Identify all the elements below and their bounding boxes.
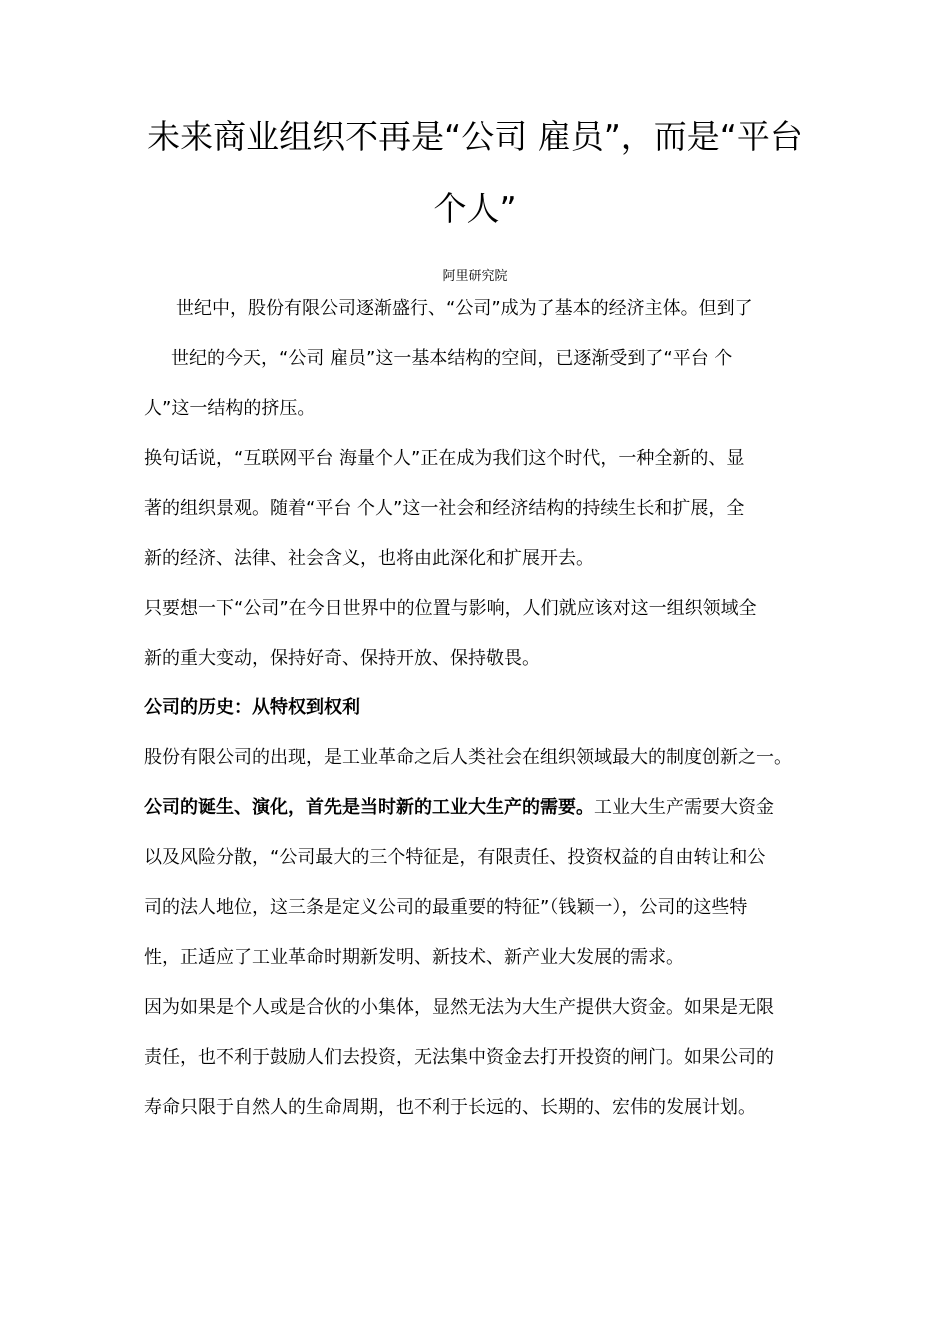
paragraph-2-line-3: 新的经济、法律、社会含义，也将由此深化和扩展开去。 [144, 548, 594, 569]
paragraph-5-line-3: 司的法人地位，这三条是定义公司的最重要的特征”（钱颖一），公司的这些特 [144, 897, 748, 918]
paragraph-1-line-3: 人”这一结构的挤压。 [144, 398, 316, 419]
paragraph-5-line-1 [144, 795, 774, 821]
paragraph-5-line-1-rest: 工业大生产需要大资金 [594, 797, 774, 818]
paragraph-4-line-1: 股份有限公司的出现，是工业革命之后人类社会在组织领域最大的制度创新之一。 [144, 747, 792, 768]
paragraph-6-line-1: 因为如果是个人或是合伙的小集体，显然无法为大生产提供大资金。如果是无限 [144, 997, 774, 1018]
paragraph-1-line-1: 世纪中，股份有限公司逐渐盛行、“公司”成为了基本的经济主体。但到了 [176, 298, 753, 319]
paragraph-6-line-2: 责任，也不利于鼓励人们去投资，无法集中资金去打开投资的闸门。如果公司的 [144, 1047, 774, 1068]
document-author: 阿里研究院 [442, 269, 508, 284]
paragraph-5-line-2: 以及风险分散，“公司最大的三个特征是，有限责任、投资权益的自由转让和公 [144, 847, 766, 868]
paragraph-1-line-2: 世纪的今天，“公司 雇员”这一基本结构的空间，已逐渐受到了“平台 个 [171, 348, 733, 369]
paragraph-6-line-3: 寿命只限于自然人的生命周期，也不利于长远的、长期的、宏伟的发展计划。 [144, 1097, 756, 1118]
paragraph-2-line-1: 换句话说，“互联网平台 海量个人”正在成为我们这个时代，一种全新的、显 [144, 448, 745, 469]
paragraph-2-line-2: 著的组织景观。随着“平台 个人”这一社会和经济结构的持续生长和扩展，全 [144, 498, 745, 519]
document-title-line-1: 未来商业组织不再是“公司 雇员”，而是“平台 [147, 117, 803, 156]
paragraph-5-bold-lead: 公司的诞生、演化，首先是当时新的工业大生产的需要。 [144, 797, 594, 818]
paragraph-3-line-2: 新的重大变动，保持好奇、保持开放、保持敬畏。 [144, 648, 540, 669]
paragraph-3-line-1: 只要想一下“公司”在今日世界中的位置与影响，人们就应该对这一组织领域全 [144, 598, 757, 619]
section-heading: 公司的历史：从特权到权利 [144, 697, 360, 718]
paragraph-5-line-4: 性，正适应了工业革命时期新发明、新技术、新产业大发展的需求。 [144, 947, 684, 968]
document-title-line-2: 个人” [433, 189, 517, 228]
